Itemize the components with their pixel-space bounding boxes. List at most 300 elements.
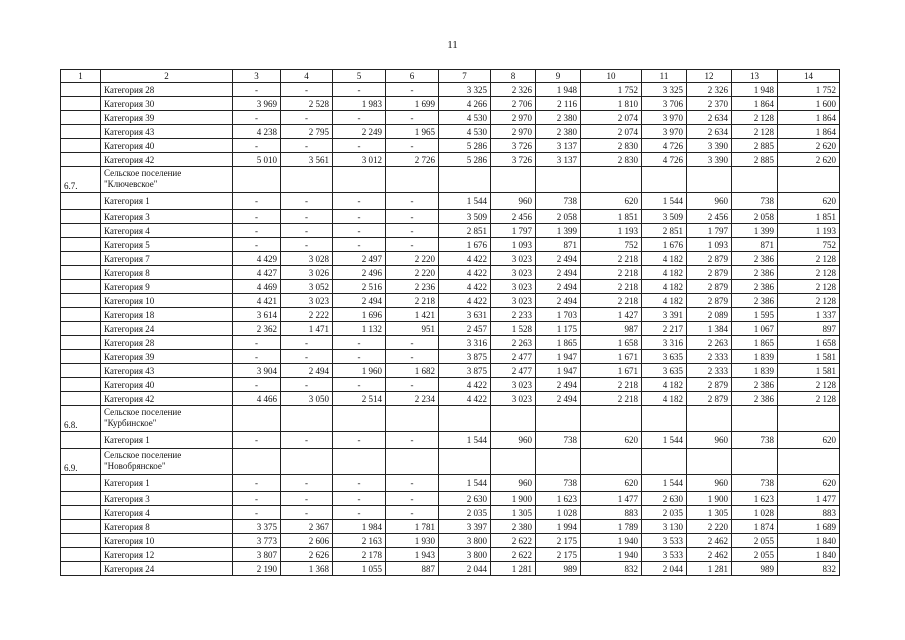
value-cell: 4 726 [642, 139, 687, 153]
value-cell: 3 635 [642, 364, 687, 378]
value-cell: 1 676 [439, 238, 491, 252]
value-cell: 1 797 [687, 224, 732, 238]
value-cell: - [233, 139, 281, 153]
value-cell: 2 333 [687, 350, 732, 364]
value-cell: 4 422 [439, 378, 491, 392]
value-cell: - [333, 492, 386, 506]
value-cell: 2 035 [642, 506, 687, 520]
value-cell: 4 421 [233, 294, 281, 308]
value-cell: 2 386 [732, 252, 778, 266]
value-cell: 2 218 [581, 280, 642, 294]
value-cell: 960 [491, 193, 536, 210]
value-cell: 1 797 [491, 224, 536, 238]
category-name: Категория 40 [101, 139, 233, 153]
value-cell: 1 940 [581, 548, 642, 562]
value-cell: 2 116 [536, 97, 581, 111]
value-cell: 3 028 [281, 252, 333, 266]
value-cell: - [281, 432, 333, 449]
value-cell [386, 167, 439, 193]
value-cell: 2 494 [536, 392, 581, 406]
value-cell: 3 052 [281, 280, 333, 294]
value-cell: 3 726 [491, 139, 536, 153]
value-cell [233, 406, 281, 432]
value-cell: 2 622 [491, 548, 536, 562]
value-cell: 1 193 [778, 224, 840, 238]
value-cell: 1 600 [778, 97, 840, 111]
value-cell: - [281, 83, 333, 97]
row-index [61, 492, 101, 506]
tariff-table [60, 69, 840, 576]
table-row [61, 153, 840, 167]
value-cell [386, 449, 439, 475]
value-cell: - [333, 378, 386, 392]
value-cell: 1 840 [778, 548, 840, 562]
value-cell: 620 [581, 193, 642, 210]
value-cell: - [333, 238, 386, 252]
section-row [61, 449, 840, 475]
value-cell: 2 035 [439, 506, 491, 520]
value-cell: 4 530 [439, 125, 491, 139]
value-cell: 3 773 [233, 534, 281, 548]
value-cell: 2 128 [778, 252, 840, 266]
value-cell: 1 427 [581, 308, 642, 322]
value-cell: 1 865 [536, 336, 581, 350]
value-cell: 1 930 [386, 534, 439, 548]
value-cell: 1 983 [333, 97, 386, 111]
value-cell: 620 [778, 193, 840, 210]
value-cell: 2 386 [732, 378, 778, 392]
value-cell: 871 [732, 238, 778, 252]
table-row [61, 266, 840, 280]
value-cell: 2 851 [642, 224, 687, 238]
value-cell: 3 023 [491, 294, 536, 308]
table-row [61, 97, 840, 111]
value-cell [778, 167, 840, 193]
value-cell: 4 182 [642, 252, 687, 266]
row-index [61, 280, 101, 294]
column-header: 3 [233, 70, 281, 83]
row-index [61, 125, 101, 139]
value-cell: 1 028 [732, 506, 778, 520]
value-cell: 1 544 [439, 475, 491, 492]
value-cell: 2 496 [333, 266, 386, 280]
value-cell: 2 218 [581, 252, 642, 266]
value-cell: - [233, 475, 281, 492]
value-cell: 1 193 [581, 224, 642, 238]
value-cell: 1 671 [581, 350, 642, 364]
value-cell: 738 [536, 193, 581, 210]
value-cell: 3 726 [491, 153, 536, 167]
settlement-name: Сельское поселение "Курбинское" [101, 406, 233, 432]
value-cell: 620 [581, 432, 642, 449]
value-cell: 3 390 [687, 153, 732, 167]
value-cell: 1 368 [281, 562, 333, 576]
row-index [61, 336, 101, 350]
value-cell: 2 885 [732, 139, 778, 153]
table-row [61, 378, 840, 392]
value-cell: 3 561 [281, 153, 333, 167]
value-cell: - [333, 350, 386, 364]
value-cell: 1 028 [536, 506, 581, 520]
value-cell: 1 947 [536, 350, 581, 364]
value-cell: 1 699 [386, 97, 439, 111]
value-cell: 2 462 [687, 534, 732, 548]
table-row [61, 111, 840, 125]
section-row [61, 406, 840, 432]
value-cell: 1 839 [732, 350, 778, 364]
category-name: Категория 40 [101, 378, 233, 392]
value-cell [439, 449, 491, 475]
value-cell: 2 175 [536, 534, 581, 548]
value-cell: 1 093 [687, 238, 732, 252]
value-cell: 4 266 [439, 97, 491, 111]
value-cell: 2 128 [732, 125, 778, 139]
value-cell: 4 530 [439, 111, 491, 125]
value-cell: - [386, 111, 439, 125]
value-cell: - [333, 432, 386, 449]
value-cell: 2 222 [281, 308, 333, 322]
value-cell: - [233, 193, 281, 210]
category-name: Категория 39 [101, 350, 233, 364]
category-name: Категория 8 [101, 520, 233, 534]
value-cell: 2 497 [333, 252, 386, 266]
value-cell [732, 167, 778, 193]
value-cell: 2 236 [386, 280, 439, 294]
value-cell: - [281, 475, 333, 492]
column-header: 11 [642, 70, 687, 83]
value-cell [581, 167, 642, 193]
value-cell [333, 167, 386, 193]
table-row [61, 562, 840, 576]
value-cell: 2 879 [687, 378, 732, 392]
value-cell: 5 010 [233, 153, 281, 167]
value-cell: 2 263 [491, 336, 536, 350]
value-cell: 1 399 [732, 224, 778, 238]
value-cell: 2 494 [536, 378, 581, 392]
value-cell: 2 058 [536, 210, 581, 224]
value-cell: 2 175 [536, 548, 581, 562]
value-cell: 2 089 [687, 308, 732, 322]
table-row [61, 506, 840, 520]
value-cell: 2 456 [687, 210, 732, 224]
category-name: Категория 42 [101, 153, 233, 167]
category-name: Категория 9 [101, 280, 233, 294]
value-cell: - [281, 238, 333, 252]
value-cell: - [333, 139, 386, 153]
value-cell: 2 851 [439, 224, 491, 238]
value-cell: 1 851 [581, 210, 642, 224]
value-cell: 4 182 [642, 392, 687, 406]
value-cell: 2 249 [333, 125, 386, 139]
value-cell [778, 449, 840, 475]
value-cell: 1 676 [642, 238, 687, 252]
table-body [61, 83, 840, 576]
row-index [61, 378, 101, 392]
value-cell: 2 190 [233, 562, 281, 576]
page-number: 11 [447, 39, 458, 51]
category-name: Категория 43 [101, 364, 233, 378]
value-cell: 2 726 [386, 153, 439, 167]
value-cell: 1 281 [491, 562, 536, 576]
value-cell: - [233, 224, 281, 238]
value-cell: 1 132 [333, 322, 386, 336]
value-cell: 887 [386, 562, 439, 576]
value-cell: - [281, 336, 333, 350]
value-cell: 1 544 [642, 475, 687, 492]
row-index [61, 83, 101, 97]
value-cell [333, 449, 386, 475]
value-cell: - [386, 378, 439, 392]
value-cell: 1 789 [581, 520, 642, 534]
value-cell: 3 397 [439, 520, 491, 534]
value-cell: 4 469 [233, 280, 281, 294]
row-index [61, 534, 101, 548]
value-cell: 2 218 [581, 294, 642, 308]
value-cell: 3 325 [439, 83, 491, 97]
value-cell: 4 466 [233, 392, 281, 406]
category-name: Категория 18 [101, 308, 233, 322]
table-row [61, 475, 840, 492]
value-cell: 3 316 [642, 336, 687, 350]
value-cell: 2 516 [333, 280, 386, 294]
value-cell: 3 023 [491, 392, 536, 406]
value-cell: 2 970 [491, 125, 536, 139]
value-cell: 1 900 [491, 492, 536, 506]
row-index [61, 97, 101, 111]
column-header: 10 [581, 70, 642, 83]
value-cell: 620 [778, 475, 840, 492]
value-cell: - [333, 475, 386, 492]
value-cell: 960 [687, 193, 732, 210]
category-name: Категория 10 [101, 294, 233, 308]
table-row [61, 548, 840, 562]
value-cell: 4 182 [642, 294, 687, 308]
row-index: 6.9. [61, 449, 101, 475]
value-cell: - [281, 492, 333, 506]
column-header: 5 [333, 70, 386, 83]
value-cell: - [233, 350, 281, 364]
value-cell: - [281, 378, 333, 392]
value-cell: 989 [536, 562, 581, 576]
value-cell: 2 128 [778, 294, 840, 308]
value-cell: 2 220 [386, 266, 439, 280]
value-cell [281, 449, 333, 475]
value-cell: 1 471 [281, 322, 333, 336]
value-cell: 4 726 [642, 153, 687, 167]
value-cell: 960 [491, 432, 536, 449]
value-cell: 3 023 [491, 266, 536, 280]
value-cell [581, 449, 642, 475]
category-name: Категория 24 [101, 562, 233, 576]
value-cell: 738 [732, 475, 778, 492]
value-cell: - [386, 432, 439, 449]
value-cell: - [333, 193, 386, 210]
value-cell: 1 943 [386, 548, 439, 562]
table-row [61, 294, 840, 308]
value-cell: - [386, 506, 439, 520]
value-cell: 1 900 [687, 492, 732, 506]
value-cell: 3 969 [233, 97, 281, 111]
value-cell: 2 218 [581, 378, 642, 392]
value-cell: 2 795 [281, 125, 333, 139]
value-cell: 2 220 [386, 252, 439, 266]
row-index [61, 392, 101, 406]
category-name: Категория 28 [101, 336, 233, 350]
value-cell: - [333, 224, 386, 238]
value-cell: 2 494 [333, 294, 386, 308]
category-name: Категория 28 [101, 83, 233, 97]
settlement-name: Сельское поселение "Новобрянское" [101, 449, 233, 475]
value-cell: 2 457 [439, 322, 491, 336]
value-cell: 2 326 [491, 83, 536, 97]
value-cell: 2 380 [536, 125, 581, 139]
value-cell: 2 494 [536, 280, 581, 294]
value-cell: 2 234 [386, 392, 439, 406]
value-cell: 3 137 [536, 139, 581, 153]
value-cell [233, 449, 281, 475]
value-cell: 2 494 [536, 294, 581, 308]
row-index [61, 193, 101, 210]
value-cell: 1 948 [536, 83, 581, 97]
row-index: 6.8. [61, 406, 101, 432]
table-row [61, 193, 840, 210]
row-index [61, 520, 101, 534]
value-cell: 2 456 [491, 210, 536, 224]
value-cell: 3 023 [491, 378, 536, 392]
value-cell [536, 167, 581, 193]
value-cell [581, 406, 642, 432]
value-cell: 2 044 [642, 562, 687, 576]
value-cell: 2 263 [687, 336, 732, 350]
column-header: 13 [732, 70, 778, 83]
column-header: 2 [101, 70, 233, 83]
row-index [61, 475, 101, 492]
value-cell: - [233, 210, 281, 224]
value-cell [491, 406, 536, 432]
value-cell: 2 970 [491, 111, 536, 125]
value-cell: 2 044 [439, 562, 491, 576]
row-index [61, 562, 101, 576]
value-cell: 3 533 [642, 534, 687, 548]
table-row [61, 520, 840, 534]
value-cell: 4 422 [439, 252, 491, 266]
value-cell: 951 [386, 322, 439, 336]
value-cell: 1 175 [536, 322, 581, 336]
table-row [61, 492, 840, 506]
row-index [61, 308, 101, 322]
value-cell: 2 622 [491, 534, 536, 548]
value-cell: 2 128 [732, 111, 778, 125]
value-cell [439, 167, 491, 193]
value-cell: 4 182 [642, 378, 687, 392]
value-cell: - [386, 83, 439, 97]
row-index [61, 252, 101, 266]
value-cell: 738 [732, 193, 778, 210]
value-cell: 1 658 [581, 336, 642, 350]
value-cell: - [233, 336, 281, 350]
value-cell: - [233, 506, 281, 520]
row-index [61, 548, 101, 562]
value-cell: - [386, 193, 439, 210]
value-cell: 1 281 [687, 562, 732, 576]
value-cell: 3 137 [536, 153, 581, 167]
value-cell [439, 406, 491, 432]
value-cell: 832 [778, 562, 840, 576]
value-cell: 2 128 [778, 392, 840, 406]
value-cell: 1 994 [536, 520, 581, 534]
value-cell: 1 477 [581, 492, 642, 506]
value-cell: 1 399 [536, 224, 581, 238]
value-cell: - [281, 224, 333, 238]
value-cell: 1 810 [581, 97, 642, 111]
value-cell: 752 [581, 238, 642, 252]
value-cell [642, 449, 687, 475]
value-cell: 2 370 [687, 97, 732, 111]
value-cell: - [333, 506, 386, 520]
value-cell: 989 [732, 562, 778, 576]
value-cell: 1 305 [687, 506, 732, 520]
table-row [61, 210, 840, 224]
value-cell: 2 706 [491, 97, 536, 111]
table-row [61, 224, 840, 238]
value-cell: 960 [687, 475, 732, 492]
value-cell: 2 630 [439, 492, 491, 506]
value-cell: - [386, 139, 439, 153]
value-cell: - [386, 350, 439, 364]
value-cell [386, 406, 439, 432]
value-cell: 1 595 [732, 308, 778, 322]
value-cell: 2 606 [281, 534, 333, 548]
value-cell: - [233, 378, 281, 392]
value-cell: 2 326 [687, 83, 732, 97]
value-cell: 3 375 [233, 520, 281, 534]
value-cell: 1 477 [778, 492, 840, 506]
value-cell: 2 163 [333, 534, 386, 548]
value-cell [687, 167, 732, 193]
value-cell: 1 658 [778, 336, 840, 350]
value-cell: 1 703 [536, 308, 581, 322]
value-cell: 3 390 [687, 139, 732, 153]
value-cell: 2 055 [732, 534, 778, 548]
value-cell: 2 233 [491, 308, 536, 322]
value-cell: 3 325 [642, 83, 687, 97]
value-cell: 1 544 [439, 432, 491, 449]
value-cell: 4 427 [233, 266, 281, 280]
value-cell: 1 544 [439, 193, 491, 210]
value-cell [491, 167, 536, 193]
category-name: Категория 3 [101, 210, 233, 224]
row-index [61, 322, 101, 336]
value-cell: 2 362 [233, 322, 281, 336]
value-cell: 4 422 [439, 392, 491, 406]
value-cell: 1 544 [642, 432, 687, 449]
value-cell: 752 [778, 238, 840, 252]
value-cell: 1 864 [778, 125, 840, 139]
value-cell: 1 689 [778, 520, 840, 534]
value-cell: - [386, 492, 439, 506]
value-cell: 1 947 [536, 364, 581, 378]
table-row [61, 280, 840, 294]
value-cell: 3 023 [281, 294, 333, 308]
category-name: Категория 1 [101, 475, 233, 492]
column-header: 4 [281, 70, 333, 83]
value-cell: 3 706 [642, 97, 687, 111]
category-name: Категория 7 [101, 252, 233, 266]
value-cell: 2 380 [536, 111, 581, 125]
value-cell: 1 984 [333, 520, 386, 534]
value-cell: 2 217 [642, 322, 687, 336]
value-cell: 2 218 [581, 392, 642, 406]
